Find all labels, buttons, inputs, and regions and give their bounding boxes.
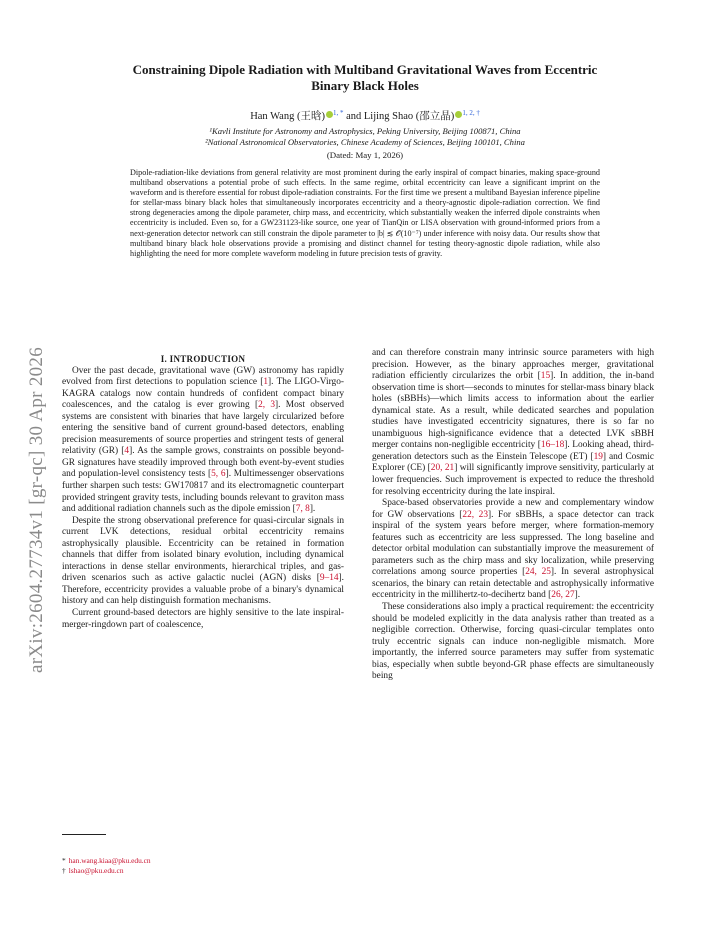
paragraph-text: ]. In several astrophysical scenarios, the binary can retain detectable and astrophysically informative eccentricity in the millihertz-to-decihertz band [	[372, 567, 655, 601]
paragraph	[372, 498, 654, 602]
footnote-mark: †	[62, 866, 66, 875]
citation-link[interactable]: 16–18	[540, 440, 565, 451]
citation-link[interactable]: 22, 23	[462, 509, 489, 520]
author-2-name: Lijing Shao (邵立晶)	[363, 111, 455, 122]
title-line-2: Binary Black Holes	[311, 78, 419, 93]
author-conjunction: and	[343, 111, 364, 122]
citation-link[interactable]: 15	[540, 371, 551, 382]
citation-link[interactable]: 4	[124, 446, 130, 457]
paragraph-text: ]. Therefore, eccentricity provides a valuable probe of a binary's dynamical history and can help distinguish formation mechanisms.	[62, 573, 344, 607]
paragraph-text: ] will significantly improve sensitivity, particularly at lower frequencies. Such improvement is expected to reduce the threshold for resolving eccentricity during the late inspiral.	[372, 463, 655, 497]
paragraph	[62, 366, 344, 516]
affiliation-2: ²National Astronomical Observatories, Chinese Academy of Sciences, Beijing 100101, China	[205, 137, 525, 147]
paragraph-text: Current ground-based detectors are highly sensitive to the late inspiral-merger-ringdown part of coalescence,	[62, 608, 344, 630]
paper-title	[70, 62, 660, 94]
paragraph	[372, 348, 654, 498]
author-list	[70, 108, 660, 123]
section-heading: I. INTRODUCTION	[160, 354, 246, 364]
author-2-affiliation-marks[interactable]: 1, 2, †	[462, 109, 480, 117]
paragraph-text: ]. For sBBHs, a space detector can track inspiral of the system years before merger, where formation-memory features such as eccentricity are less suppressed. The long baseline and detector orbital modulation can substantially improve the measurement of parameters such as the chirp mass and sky localization, while preserving correlations among source properties [	[372, 509, 654, 578]
paragraph-text: ]. In addition, the in-band observation time is short—seconds to minutes for stellar-mass binary black holes (sBBHs)—which limits access to information about the earlier dynamical state. As a result, while dedicated searches and population studies have investigated eccentricity signatures, there is so far no unambiguous high-significance evidence that a detected LVK sBBH merger contains non-negligible eccentricity [	[372, 371, 654, 451]
paragraph-text: These considerations also imply a practical requirement: the eccentricity should be modeled explicitly in the data analysis rather than treated as a negligible correction. Otherwise, forcing quasi-circular templates onto truly eccentric signals can induce non-negligible mismatch. More importantly, the inferred source parameters may suffer from systematic bias, especially when subtle beyond-GR phase effects are simultaneously being	[372, 602, 654, 682]
paragraph-text: ]. Looking ahead, third-generation detectors such as the Einstein Telescope (ET) [	[372, 440, 655, 462]
orcid-icon[interactable]	[326, 111, 333, 118]
citation-link[interactable]: 19	[593, 451, 603, 462]
paragraph-text: ] and Cosmic Explorer (CE) [	[372, 451, 654, 474]
paragraph-text: Over the past decade, gravitational wave (GW) astronomy has rapidly evolved from first detections to population science [	[62, 365, 344, 388]
paragraph-text: and can therefore constrain many intrinsic source parameters with high precision. However, as the binary approaches merger, gravitational radiation efficiently circularizes the orbit [	[372, 348, 654, 382]
author-1-name: Han Wang (王晗)	[250, 111, 325, 122]
footnote-1	[62, 856, 344, 866]
citation-link[interactable]: 9–14	[319, 573, 339, 584]
citation-link[interactable]: 24, 25	[525, 567, 551, 578]
citation-link[interactable]: 5, 6	[211, 469, 226, 480]
citation-link[interactable]: 7, 8	[295, 504, 310, 515]
paragraph-text: ]. As the sample grows, constraints on possible beyond-GR signatures have steadily improved through both event-by-event studies and population-level consistency tests [	[62, 446, 344, 480]
footnotes	[62, 856, 344, 876]
paragraph-text: ]. Multimessenger observations further sharpen such tests: GW170817 and its electromagnetic counterpart provided stringent gravity tests, including bounds relevant to graviton mass and additional radiation channels such as the dipole emission [	[62, 469, 344, 515]
email-link-1[interactable]: han.wang.kiaa@pku.edu.cn	[68, 856, 151, 865]
date-line: (Dated: May 1, 2026)	[326, 150, 404, 160]
affiliation-1: ¹Kavli Institute for Astronomy and Astrophysics, Peking University, Beijing 100871, China	[209, 126, 521, 136]
author-1-affiliation-marks[interactable]: 1, *	[332, 109, 344, 117]
arxiv-identifier: arXiv:2604.27734v1 [gr-qc] 30 Apr 2026	[26, 346, 47, 674]
abstract: Dipole-radiation-like deviations from general relativity are most prominent during the early inspiral of compact binaries, making space-ground multiband observations a potential probe of such effects. In the same regime, orbital eccentricity can leave a significant imprint on the waveform and is therefore essential for robust dipole-radiation constraints. For the first time we present a multiband Bayesian inference pipeline for stellar-mass binary black holes that simultaneously incorporates eccentricity and a theory-agnostic dipole-radiation correction. We find strong degeneracies among the dipole parameter, chirp mass, and eccentricity, which substantially weaken the inferred dipole constraints when eccentricity is included. Even so, for a GW231123-like source, one year of TianQin or LISA observation with ground-informed priors from a next-generation detector network can still constrain the dipole parameter to |b| ≲ 𝒪(10⁻⁷) under inference with noisy data. Our results show that multiband binary black hole observations provide a promising and distinct channel for testing theory-agnostic dipole radiation, while also highlighting the need for more complete waveform modeling in future precision tests of gravity.	[130, 168, 600, 258]
footnote-mark: *	[62, 856, 66, 865]
left-column	[62, 354, 344, 631]
paragraph	[372, 602, 654, 683]
paragraph-text: ]. The LIGO-Virgo-KAGRA catalogs now contain hundreds of confident compact binary coalescences, and the catalog is ever growing [	[62, 377, 344, 411]
paragraph	[62, 608, 344, 631]
citation-link[interactable]: 1	[263, 377, 269, 388]
citation-link[interactable]: 20, 21	[430, 463, 455, 474]
paragraph-text: Despite the strong observational preference for quasi-circular signals in current LVK detections, residual orbital eccentricity remains astrophysically plausible. Eccentricity can be retained in formation channels that differ from isolated binary evolution, including dynamical interactions in dense stellar environments, hierarchical triples, and gas-driven scenarios such as active galactic nuclei (AGN) disks [	[62, 515, 344, 584]
footnote-2	[62, 866, 344, 876]
paragraph	[62, 516, 344, 608]
footnote-divider	[62, 834, 106, 835]
paragraph-text: ].	[574, 590, 581, 601]
email-link-2[interactable]: lshao@pku.edu.cn	[68, 866, 124, 875]
citation-link[interactable]: 2, 3	[258, 400, 276, 411]
paragraph-text: Space-based observatories provide a new and complementary window for GW observations [	[372, 498, 654, 520]
citation-link[interactable]: 26, 27	[551, 590, 575, 601]
title-line-1: Constraining Dipole Radiation with Multiband Gravitational Waves from Eccentric	[132, 62, 598, 77]
paragraph-text: ]. Most observed systems are consistent with binaries that have largely circularized before entering the sensitive band of current ground-based detectors, enabling precision measurements of source properties and stringent tests of general relativity (GR) [	[62, 400, 344, 457]
paragraph-text: ].	[309, 504, 316, 515]
arxiv-side-stamp	[22, 300, 52, 720]
right-column	[372, 348, 654, 683]
